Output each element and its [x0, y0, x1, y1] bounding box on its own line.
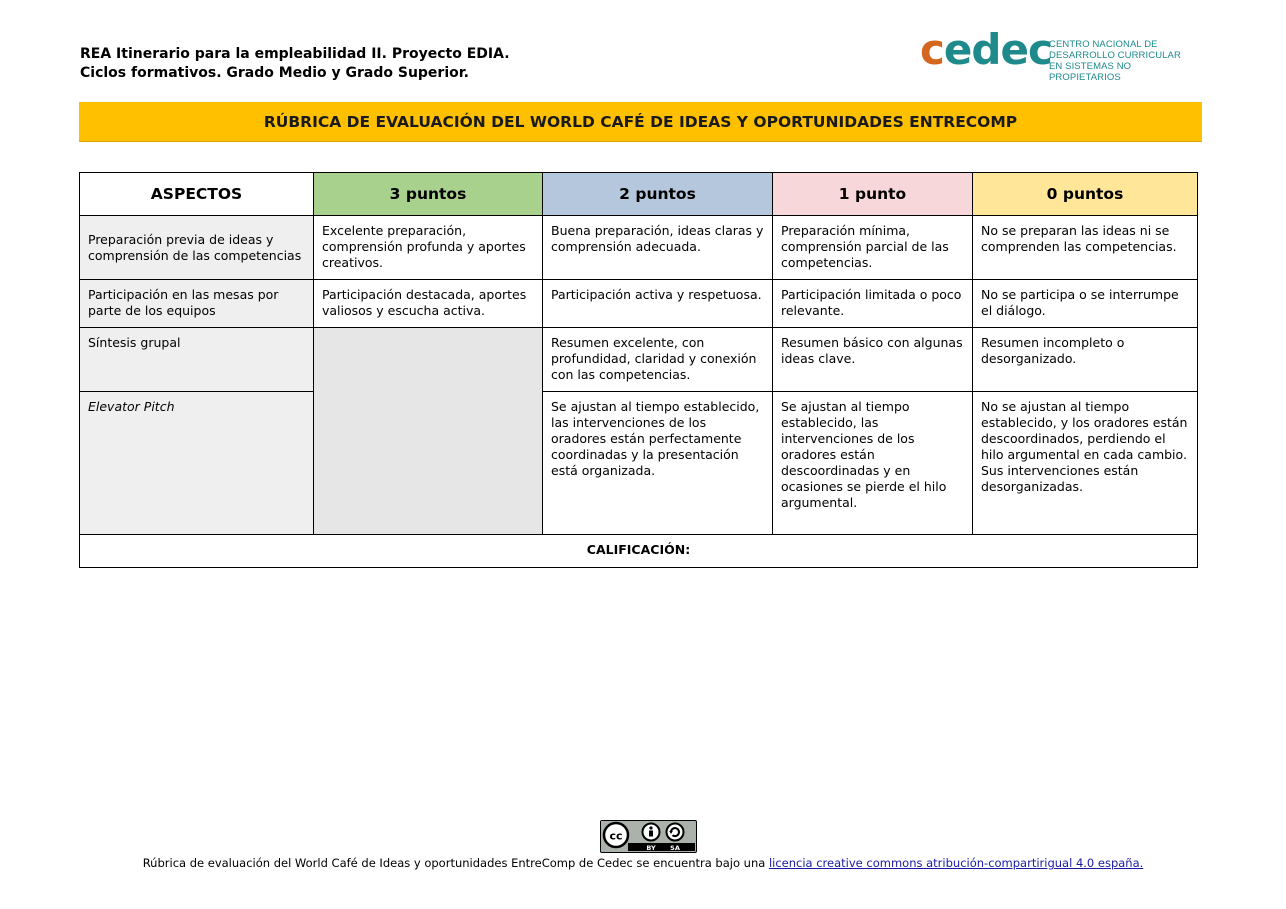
- score-2-cell: Se ajustan al tiempo establecido, las intervenciones de los oradores están perfectamente coordinadas y la presentación está organizada.: [543, 392, 773, 535]
- header-line-1: REA Itinerario para la empleabilidad II. Proyecto EDIA.: [80, 46, 510, 62]
- empty-score-3-cell: [314, 328, 543, 535]
- license-text: Rúbrica de evaluación del World Café de Ideas y oportunidades EntreComp de Cedec se encuentra bajo una: [142, 856, 769, 870]
- score-1-cell: Se ajustan al tiempo establecido, las intervenciones de los oradores están descoordinadas y en ocasiones se pierde el hilo argumental.: [773, 392, 973, 535]
- aspect-cell: Síntesis grupal: [80, 328, 314, 392]
- calificacion-cell: CALIFICACIÓN:: [80, 535, 1198, 568]
- rubric-table: [79, 172, 1198, 568]
- aspect-cell: Elevator Pitch: [80, 392, 314, 535]
- score-2-cell: Resumen excelente, con profundidad, claridad y conexión con las competencias.: [543, 328, 773, 392]
- license-link[interactable]: licencia creative commons atribución-compartirigual 4.0 españa.: [768, 856, 1144, 870]
- header-line-2: Ciclos formativos. Grado Medio y Grado Superior.: [80, 65, 469, 81]
- badge-by-label: BY: [646, 844, 656, 851]
- document-header: [80, 45, 510, 83]
- cedec-logo-word: cedec: [920, 25, 1052, 74]
- table-header-row: [80, 173, 1198, 216]
- score-1-cell: Participación limitada o poco relevante.: [773, 280, 973, 328]
- cc-by-sa-badge: [600, 820, 697, 853]
- score-3-cell: Participación destacada, aportes valiosos y escucha activa.: [314, 280, 543, 328]
- aspect-cell: Preparación previa de ideas y comprensión de las competencias: [80, 216, 314, 280]
- score-0-cell: No se participa o se interrumpe el diálogo.: [973, 280, 1198, 328]
- score-2-cell: Buena preparación, ideas claras y comprensión adecuada.: [543, 216, 773, 280]
- table-row: [80, 328, 1198, 392]
- score-3-cell: Excelente preparación, comprensión profunda y aportes creativos.: [314, 216, 543, 280]
- table-row: [80, 280, 1198, 328]
- score-0-cell: No se preparan las ideas ni se comprenden las competencias.: [973, 216, 1198, 280]
- score-0-cell: Resumen incompleto o desorganizado.: [973, 328, 1198, 392]
- cedec-logo: [920, 25, 1195, 83]
- cedec-logo-subtitle: CENTRO NACIONAL DE DESARROLLO CURRICULAR EN SISTEMAS NO PROPIETARIOS: [1049, 39, 1181, 83]
- badge-sa-label: SA: [670, 844, 680, 851]
- header-3-puntos: 3 puntos: [314, 173, 543, 216]
- svg-text:cc: cc: [609, 829, 623, 843]
- license-footer: [0, 856, 1286, 870]
- score-0-cell: No se ajustan al tiempo establecido, y los oradores están descoordinados, perdiendo el hilo argumental en cada cambio. Sus intervenciones están desorganizadas.: [973, 392, 1198, 535]
- table-row: [80, 392, 1198, 535]
- score-1-cell: Resumen básico con algunas ideas clave.: [773, 328, 973, 392]
- header-0-puntos: 0 puntos: [973, 173, 1198, 216]
- table-row: [80, 216, 1198, 280]
- header-1-punto: 1 punto: [773, 173, 973, 216]
- header-aspectos: ASPECTOS: [80, 173, 314, 216]
- aspect-cell: Participación en las mesas por parte de los equipos: [80, 280, 314, 328]
- score-1-cell: Preparación mínima, comprensión parcial de las competencias.: [773, 216, 973, 280]
- header-2-puntos: 2 puntos: [543, 173, 773, 216]
- rubric-title: RÚBRICA DE EVALUACIÓN DEL WORLD CAFÉ DE IDEAS Y OPORTUNIDADES ENTRECOMP: [79, 102, 1202, 142]
- score-2-cell: Participación activa y respetuosa.: [543, 280, 773, 328]
- calificacion-row: [80, 535, 1198, 568]
